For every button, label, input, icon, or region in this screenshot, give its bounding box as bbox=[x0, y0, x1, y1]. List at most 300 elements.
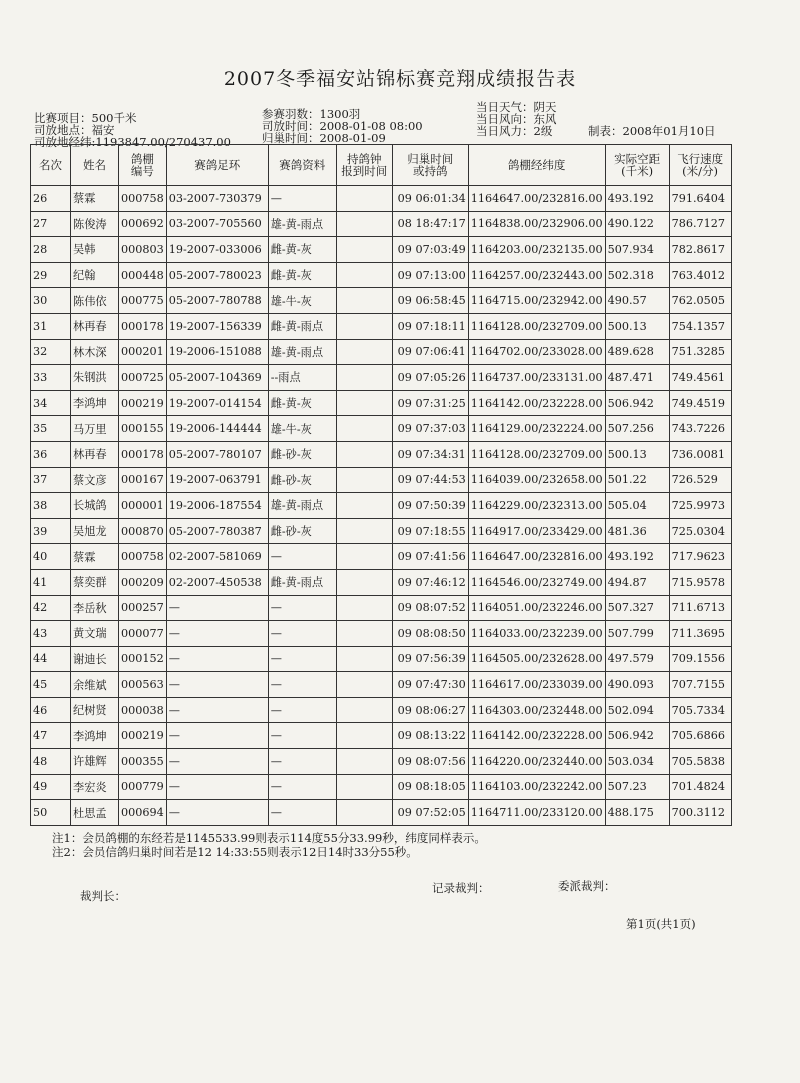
header-speed-line2: (米/分) bbox=[682, 164, 719, 178]
cell-clock bbox=[336, 800, 392, 826]
header-arrival bbox=[392, 145, 468, 186]
cell-info: 雌-黄-灰 bbox=[268, 262, 336, 288]
cell-coords: 1164647.00/232816.00 bbox=[468, 186, 605, 212]
cell-loft: 000077 bbox=[119, 621, 167, 647]
cell-loft: 000870 bbox=[119, 518, 167, 544]
meta-wind-dir: 当日风向：东风 bbox=[476, 112, 557, 126]
header-info: 赛鸽资料 bbox=[268, 145, 336, 186]
meta-right bbox=[476, 101, 557, 137]
cell-loft: 000219 bbox=[119, 390, 167, 416]
cell-distance: 490.122 bbox=[605, 211, 669, 237]
cell-name: 蔡霖 bbox=[71, 544, 119, 570]
cell-ring: 19-2007-063791 bbox=[166, 467, 268, 493]
cell-distance: 507.799 bbox=[605, 621, 669, 647]
cell-clock bbox=[336, 518, 392, 544]
cell-arrival: 09 07:05:26 bbox=[392, 365, 468, 391]
cell-name: 林木深 bbox=[71, 339, 119, 365]
cell-info: 雌-砂-灰 bbox=[268, 518, 336, 544]
table-row bbox=[31, 697, 732, 723]
cell-info: — bbox=[268, 544, 336, 570]
cell-name: 吴旭龙 bbox=[71, 518, 119, 544]
cell-name: 谢迪长 bbox=[71, 646, 119, 672]
cell-info: 雄-黄-雨点 bbox=[268, 211, 336, 237]
cell-ring: 19-2006-151088 bbox=[166, 339, 268, 365]
table-row bbox=[31, 339, 732, 365]
cell-info: — bbox=[268, 186, 336, 212]
cell-arrival: 09 08:08:50 bbox=[392, 621, 468, 647]
cell-clock bbox=[336, 493, 392, 519]
cell-ring: — bbox=[166, 646, 268, 672]
cell-arrival: 09 07:52:05 bbox=[392, 800, 468, 826]
cell-clock bbox=[336, 416, 392, 442]
cell-loft: 000803 bbox=[119, 237, 167, 263]
header-distance bbox=[605, 145, 669, 186]
cell-speed: 725.0304 bbox=[669, 518, 731, 544]
cell-loft: 000758 bbox=[119, 186, 167, 212]
cell-rank: 50 bbox=[31, 800, 71, 826]
cell-distance: 487.471 bbox=[605, 365, 669, 391]
cell-info: 雌-黄-灰 bbox=[268, 390, 336, 416]
cell-rank: 30 bbox=[31, 288, 71, 314]
cell-info: 雌-砂-灰 bbox=[268, 467, 336, 493]
header-name: 姓名 bbox=[71, 145, 119, 186]
cell-clock bbox=[336, 749, 392, 775]
cell-coords: 1164039.00/232658.00 bbox=[468, 467, 605, 493]
cell-clock bbox=[336, 365, 392, 391]
cell-loft: 000758 bbox=[119, 544, 167, 570]
table-row bbox=[31, 672, 732, 698]
cell-distance: 490.093 bbox=[605, 672, 669, 698]
cell-speed: 701.4824 bbox=[669, 774, 731, 800]
cell-name: 李宏炎 bbox=[71, 774, 119, 800]
cell-rank: 48 bbox=[31, 749, 71, 775]
cell-info: — bbox=[268, 646, 336, 672]
cell-distance: 503.034 bbox=[605, 749, 669, 775]
cell-speed: 709.1556 bbox=[669, 646, 731, 672]
cell-arrival: 09 08:13:22 bbox=[392, 723, 468, 749]
cell-rank: 38 bbox=[31, 493, 71, 519]
cell-arrival: 09 07:34:31 bbox=[392, 441, 468, 467]
cell-rank: 37 bbox=[31, 467, 71, 493]
meta-wind-force: 当日风力：2级 bbox=[476, 124, 553, 138]
cell-distance: 500.13 bbox=[605, 441, 669, 467]
cell-name: 李鸿坤 bbox=[71, 390, 119, 416]
cell-rank: 49 bbox=[31, 774, 71, 800]
signature-assigned: 委派裁判： bbox=[558, 879, 616, 893]
header-arrival-line2: 或持鸽 bbox=[412, 164, 448, 178]
cell-rank: 42 bbox=[31, 595, 71, 621]
cell-speed: 762.0505 bbox=[669, 288, 731, 314]
cell-ring: 05-2007-780023 bbox=[166, 262, 268, 288]
cell-speed: 786.7127 bbox=[669, 211, 731, 237]
meta-release-coords: 司放地经纬:1193847.00/270437.00 bbox=[34, 135, 231, 149]
cell-clock bbox=[336, 237, 392, 263]
cell-speed: 791.6404 bbox=[669, 186, 731, 212]
table-row bbox=[31, 211, 732, 237]
cell-ring: — bbox=[166, 595, 268, 621]
cell-info: 雄-牛-灰 bbox=[268, 288, 336, 314]
table-row bbox=[31, 313, 732, 339]
cell-rank: 33 bbox=[31, 365, 71, 391]
cell-name: 黄文瑞 bbox=[71, 621, 119, 647]
cell-rank: 31 bbox=[31, 313, 71, 339]
cell-arrival: 09 08:06:27 bbox=[392, 697, 468, 723]
cell-name: 陈俊涛 bbox=[71, 211, 119, 237]
note-1: 注1：会员鸽棚的东经若是1145533.99则表示114度55分33.99秒，纬度同样表示。 bbox=[52, 831, 486, 845]
cell-coords: 1164128.00/232709.00 bbox=[468, 313, 605, 339]
header-clock-line1: 持鸽钟 bbox=[346, 152, 382, 166]
cell-distance: 481.36 bbox=[605, 518, 669, 544]
cell-rank: 34 bbox=[31, 390, 71, 416]
cell-coords: 1164702.00/233028.00 bbox=[468, 339, 605, 365]
cell-speed: 782.8617 bbox=[669, 237, 731, 263]
cell-rank: 47 bbox=[31, 723, 71, 749]
cell-speed: 736.0081 bbox=[669, 441, 731, 467]
cell-coords: 1164838.00/232906.00 bbox=[468, 211, 605, 237]
table-row bbox=[31, 621, 732, 647]
cell-rank: 36 bbox=[31, 441, 71, 467]
cell-loft: 000178 bbox=[119, 313, 167, 339]
header-speed bbox=[669, 145, 731, 186]
cell-ring: 05-2007-780788 bbox=[166, 288, 268, 314]
meta-return-time: 归巢时间：2008-01-09 bbox=[262, 131, 386, 145]
cell-name: 李鸿坤 bbox=[71, 723, 119, 749]
cell-arrival: 09 07:50:39 bbox=[392, 493, 468, 519]
cell-loft: 000178 bbox=[119, 441, 167, 467]
cell-speed: 751.3285 bbox=[669, 339, 731, 365]
cell-rank: 27 bbox=[31, 211, 71, 237]
cell-distance: 493.192 bbox=[605, 544, 669, 570]
report-title: 2007冬季福安站锦标赛竞翔成绩报告表 bbox=[223, 68, 577, 90]
cell-arrival: 09 06:58:45 bbox=[392, 288, 468, 314]
cell-distance: 494.87 bbox=[605, 569, 669, 595]
cell-name: 陈伟依 bbox=[71, 288, 119, 314]
cell-coords: 1164617.00/233039.00 bbox=[468, 672, 605, 698]
table-row bbox=[31, 493, 732, 519]
signature-record: 记录裁判： bbox=[432, 881, 490, 895]
cell-distance: 490.57 bbox=[605, 288, 669, 314]
header-speed-line1: 飞行速度 bbox=[677, 152, 724, 166]
cell-rank: 45 bbox=[31, 672, 71, 698]
cell-loft: 000725 bbox=[119, 365, 167, 391]
cell-speed: 711.6713 bbox=[669, 595, 731, 621]
cell-arrival: 09 07:37:03 bbox=[392, 416, 468, 442]
cell-loft: 000355 bbox=[119, 749, 167, 775]
cell-speed: 763.4012 bbox=[669, 262, 731, 288]
cell-rank: 41 bbox=[31, 569, 71, 595]
cell-distance: 500.13 bbox=[605, 313, 669, 339]
cell-distance: 501.22 bbox=[605, 467, 669, 493]
cell-clock bbox=[336, 441, 392, 467]
cell-arrival: 09 07:18:11 bbox=[392, 313, 468, 339]
cell-ring: — bbox=[166, 697, 268, 723]
cell-coords: 1164033.00/232239.00 bbox=[468, 621, 605, 647]
cell-name: 纪树贤 bbox=[71, 697, 119, 723]
cell-distance: 502.094 bbox=[605, 697, 669, 723]
cell-loft: 000155 bbox=[119, 416, 167, 442]
cell-distance: 507.327 bbox=[605, 595, 669, 621]
cell-clock bbox=[336, 467, 392, 493]
cell-rank: 26 bbox=[31, 186, 71, 212]
cell-ring: 03-2007-730379 bbox=[166, 186, 268, 212]
cell-info: 雌-砂-灰 bbox=[268, 441, 336, 467]
cell-info: — bbox=[268, 595, 336, 621]
cell-ring: 19-2007-014154 bbox=[166, 390, 268, 416]
header-loft bbox=[119, 145, 167, 186]
cell-name: 蔡奕群 bbox=[71, 569, 119, 595]
cell-clock bbox=[336, 390, 392, 416]
cell-clock bbox=[336, 774, 392, 800]
cell-arrival: 09 06:01:34 bbox=[392, 186, 468, 212]
cell-distance: 505.04 bbox=[605, 493, 669, 519]
table-row bbox=[31, 569, 732, 595]
cell-distance: 506.942 bbox=[605, 390, 669, 416]
table-row bbox=[31, 288, 732, 314]
cell-info: 雌-黄-雨点 bbox=[268, 313, 336, 339]
cell-name: 李岳秋 bbox=[71, 595, 119, 621]
cell-loft: 000694 bbox=[119, 800, 167, 826]
cell-loft: 000219 bbox=[119, 723, 167, 749]
cell-rank: 43 bbox=[31, 621, 71, 647]
header-ring: 赛鸽足环 bbox=[166, 145, 268, 186]
meta-left bbox=[34, 112, 231, 148]
cell-info: — bbox=[268, 672, 336, 698]
table-row bbox=[31, 441, 732, 467]
cell-coords: 1164737.00/233131.00 bbox=[468, 365, 605, 391]
cell-name: 纪翰 bbox=[71, 262, 119, 288]
cell-arrival: 09 07:46:12 bbox=[392, 569, 468, 595]
meta-release-place: 司放地点：福安 bbox=[34, 123, 115, 137]
notes bbox=[52, 831, 486, 859]
table-row bbox=[31, 774, 732, 800]
table-row bbox=[31, 467, 732, 493]
cell-arrival: 09 08:07:52 bbox=[392, 595, 468, 621]
cell-clock bbox=[336, 672, 392, 698]
cell-clock bbox=[336, 621, 392, 647]
cell-loft: 000692 bbox=[119, 211, 167, 237]
table-row bbox=[31, 723, 732, 749]
header-coords: 鸽棚经纬度 bbox=[468, 145, 605, 186]
cell-clock bbox=[336, 186, 392, 212]
cell-info: 雄-牛-灰 bbox=[268, 416, 336, 442]
cell-clock bbox=[336, 595, 392, 621]
meta-made-date: 制表：2008年01月10日 bbox=[588, 124, 716, 138]
cell-loft: 000779 bbox=[119, 774, 167, 800]
cell-info: — bbox=[268, 774, 336, 800]
meta-release-time: 司放时间：2008-01-08 08:00 bbox=[262, 119, 423, 133]
cell-clock bbox=[336, 339, 392, 365]
cell-speed: 743.7226 bbox=[669, 416, 731, 442]
cell-arrival: 09 08:18:05 bbox=[392, 774, 468, 800]
cell-distance: 507.934 bbox=[605, 237, 669, 263]
table-row bbox=[31, 646, 732, 672]
cell-info: 雌-黄-雨点 bbox=[268, 569, 336, 595]
cell-rank: 44 bbox=[31, 646, 71, 672]
cell-loft: 000563 bbox=[119, 672, 167, 698]
cell-name: 许雄辉 bbox=[71, 749, 119, 775]
cell-loft: 000448 bbox=[119, 262, 167, 288]
cell-speed: 726.529 bbox=[669, 467, 731, 493]
cell-info: — bbox=[268, 621, 336, 647]
cell-name: 蔡霖 bbox=[71, 186, 119, 212]
table-row bbox=[31, 518, 732, 544]
cell-coords: 1164128.00/232709.00 bbox=[468, 441, 605, 467]
cell-distance: 506.942 bbox=[605, 723, 669, 749]
header-clock bbox=[336, 145, 392, 186]
cell-coords: 1164103.00/232242.00 bbox=[468, 774, 605, 800]
table-row bbox=[31, 262, 732, 288]
cell-name: 朱钢洪 bbox=[71, 365, 119, 391]
cell-rank: 46 bbox=[31, 697, 71, 723]
cell-ring: 19-2006-144444 bbox=[166, 416, 268, 442]
header-loft-line1: 鸽棚 bbox=[130, 152, 154, 166]
cell-clock bbox=[336, 262, 392, 288]
cell-arrival: 09 07:06:41 bbox=[392, 339, 468, 365]
header-loft-line2: 编号 bbox=[130, 164, 154, 178]
cell-clock bbox=[336, 697, 392, 723]
cell-arrival: 09 07:44:53 bbox=[392, 467, 468, 493]
cell-coords: 1164129.00/232224.00 bbox=[468, 416, 605, 442]
cell-ring: 19-2007-156339 bbox=[166, 313, 268, 339]
cell-arrival: 09 07:13:00 bbox=[392, 262, 468, 288]
cell-ring: — bbox=[166, 621, 268, 647]
cell-speed: 725.9973 bbox=[669, 493, 731, 519]
cell-ring: 02-2007-450538 bbox=[166, 569, 268, 595]
cell-arrival: 09 07:56:39 bbox=[392, 646, 468, 672]
cell-arrival: 08 18:47:17 bbox=[392, 211, 468, 237]
cell-speed: 754.1357 bbox=[669, 313, 731, 339]
cell-speed: 711.3695 bbox=[669, 621, 731, 647]
cell-speed: 749.4561 bbox=[669, 365, 731, 391]
cell-coords: 1164220.00/232440.00 bbox=[468, 749, 605, 775]
cell-coords: 1164546.00/232749.00 bbox=[468, 569, 605, 595]
cell-clock bbox=[336, 544, 392, 570]
cell-distance: 497.579 bbox=[605, 646, 669, 672]
cell-info: --雨点 bbox=[268, 365, 336, 391]
cell-coords: 1164647.00/232816.00 bbox=[468, 544, 605, 570]
cell-loft: 000201 bbox=[119, 339, 167, 365]
cell-distance: 502.318 bbox=[605, 262, 669, 288]
cell-ring: 02-2007-581069 bbox=[166, 544, 268, 570]
cell-coords: 1164711.00/233120.00 bbox=[468, 800, 605, 826]
cell-speed: 717.9623 bbox=[669, 544, 731, 570]
cell-coords: 1164203.00/232135.00 bbox=[468, 237, 605, 263]
cell-distance: 507.256 bbox=[605, 416, 669, 442]
cell-coords: 1164229.00/232313.00 bbox=[468, 493, 605, 519]
table-header-row bbox=[31, 145, 732, 186]
cell-distance: 493.192 bbox=[605, 186, 669, 212]
meta-project: 比赛项目：500千米 bbox=[34, 111, 137, 125]
cell-ring: 05-2007-780387 bbox=[166, 518, 268, 544]
cell-info: 雄-黄-雨点 bbox=[268, 493, 336, 519]
table-row bbox=[31, 390, 732, 416]
cell-name: 蔡文彦 bbox=[71, 467, 119, 493]
cell-ring: 03-2007-705560 bbox=[166, 211, 268, 237]
cell-info: — bbox=[268, 723, 336, 749]
cell-speed: 705.5838 bbox=[669, 749, 731, 775]
cell-distance: 488.175 bbox=[605, 800, 669, 826]
cell-arrival: 09 07:31:25 bbox=[392, 390, 468, 416]
cell-clock bbox=[336, 723, 392, 749]
meta-entries: 参赛羽数：1300羽 bbox=[262, 107, 361, 121]
cell-ring: — bbox=[166, 774, 268, 800]
cell-rank: 32 bbox=[31, 339, 71, 365]
cell-name: 马万里 bbox=[71, 416, 119, 442]
cell-coords: 1164051.00/232246.00 bbox=[468, 595, 605, 621]
cell-ring: 19-2007-033006 bbox=[166, 237, 268, 263]
cell-ring: 05-2007-780107 bbox=[166, 441, 268, 467]
header-distance-line2: (千米) bbox=[621, 164, 654, 178]
page-number: 第1页(共1页) bbox=[626, 917, 696, 931]
cell-ring: 19-2006-187554 bbox=[166, 493, 268, 519]
cell-clock bbox=[336, 211, 392, 237]
table-row bbox=[31, 595, 732, 621]
cell-coords: 1164142.00/232228.00 bbox=[468, 390, 605, 416]
cell-loft: 000257 bbox=[119, 595, 167, 621]
cell-arrival: 09 07:47:30 bbox=[392, 672, 468, 698]
cell-rank: 40 bbox=[31, 544, 71, 570]
cell-clock bbox=[336, 569, 392, 595]
note-2: 注2：会员信鸽归巢时间若是12 14:33:55则表示12日14时33分55秒。 bbox=[52, 845, 418, 859]
table-row bbox=[31, 237, 732, 263]
cell-info: 雄-黄-雨点 bbox=[268, 339, 336, 365]
cell-info: — bbox=[268, 749, 336, 775]
cell-distance: 489.628 bbox=[605, 339, 669, 365]
cell-coords: 1164303.00/232448.00 bbox=[468, 697, 605, 723]
cell-speed: 700.3112 bbox=[669, 800, 731, 826]
cell-rank: 35 bbox=[31, 416, 71, 442]
cell-arrival: 09 08:07:56 bbox=[392, 749, 468, 775]
cell-name: 林再春 bbox=[71, 313, 119, 339]
table-row bbox=[31, 365, 732, 391]
cell-coords: 1164917.00/233429.00 bbox=[468, 518, 605, 544]
table-row bbox=[31, 800, 732, 826]
cell-loft: 000152 bbox=[119, 646, 167, 672]
cell-loft: 000209 bbox=[119, 569, 167, 595]
cell-loft: 000775 bbox=[119, 288, 167, 314]
cell-rank: 39 bbox=[31, 518, 71, 544]
cell-ring: — bbox=[166, 749, 268, 775]
cell-speed: 705.6866 bbox=[669, 723, 731, 749]
header-distance-line1: 实际空距 bbox=[614, 152, 661, 166]
cell-ring: — bbox=[166, 723, 268, 749]
cell-speed: 707.7155 bbox=[669, 672, 731, 698]
cell-clock bbox=[336, 646, 392, 672]
cell-speed: 715.9578 bbox=[669, 569, 731, 595]
table-row bbox=[31, 749, 732, 775]
cell-loft: 000038 bbox=[119, 697, 167, 723]
cell-loft: 000167 bbox=[119, 467, 167, 493]
cell-loft: 000001 bbox=[119, 493, 167, 519]
header-clock-line2: 报到时间 bbox=[341, 164, 388, 178]
results-body bbox=[31, 186, 732, 826]
cell-speed: 705.7334 bbox=[669, 697, 731, 723]
cell-arrival: 09 07:41:56 bbox=[392, 544, 468, 570]
cell-info: — bbox=[268, 697, 336, 723]
cell-arrival: 09 07:03:49 bbox=[392, 237, 468, 263]
table-row bbox=[31, 416, 732, 442]
cell-ring: — bbox=[166, 672, 268, 698]
cell-coords: 1164142.00/232228.00 bbox=[468, 723, 605, 749]
meta-weather: 当日天气：阴天 bbox=[476, 100, 557, 114]
table-row bbox=[31, 544, 732, 570]
cell-name: 长城鸽 bbox=[71, 493, 119, 519]
cell-info: 雌-黄-灰 bbox=[268, 237, 336, 263]
cell-coords: 1164257.00/232443.00 bbox=[468, 262, 605, 288]
results-table bbox=[30, 144, 732, 826]
cell-coords: 1164505.00/232628.00 bbox=[468, 646, 605, 672]
cell-ring: 05-2007-104369 bbox=[166, 365, 268, 391]
